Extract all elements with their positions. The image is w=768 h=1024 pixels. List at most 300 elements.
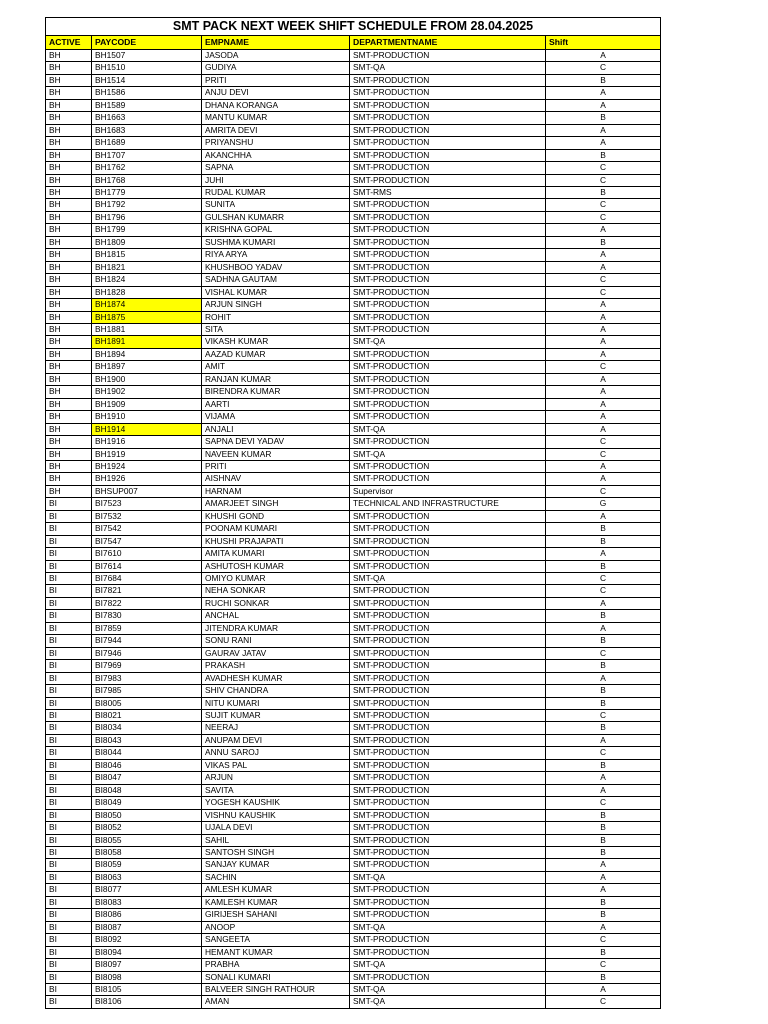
table-row[interactable] xyxy=(46,734,661,746)
shift-cell[interactable]: A xyxy=(546,373,661,385)
department-cell[interactable]: SMT-PRODUCTION xyxy=(350,50,546,62)
department-cell[interactable]: SMT-QA xyxy=(350,62,546,74)
empname-cell[interactable]: JITENDRA KUMAR xyxy=(202,622,350,634)
department-cell[interactable]: SMT-PRODUCTION xyxy=(350,162,546,174)
empname-cell[interactable]: NEHA SONKAR xyxy=(202,585,350,597)
shift-cell[interactable]: B xyxy=(546,909,661,921)
paycode-cell[interactable]: BI8058 xyxy=(92,847,202,859)
table-row[interactable] xyxy=(46,99,661,111)
table-row[interactable] xyxy=(46,610,661,622)
active-cell[interactable]: BI xyxy=(46,921,92,933)
table-row[interactable] xyxy=(46,460,661,472)
table-row[interactable] xyxy=(46,286,661,298)
table-row[interactable] xyxy=(46,398,661,410)
active-cell[interactable]: BI xyxy=(46,884,92,896)
empname-cell[interactable]: VIKAS PAL xyxy=(202,759,350,771)
paycode-cell[interactable]: BI7547 xyxy=(92,535,202,547)
empname-cell[interactable]: ANNU SAROJ xyxy=(202,747,350,759)
department-cell[interactable]: SMT-PRODUCTION xyxy=(350,124,546,136)
paycode-cell[interactable]: BH1897 xyxy=(92,361,202,373)
empname-cell[interactable]: AMAN xyxy=(202,996,350,1008)
empname-cell[interactable]: NEERAJ xyxy=(202,722,350,734)
paycode-cell[interactable]: BI7859 xyxy=(92,622,202,634)
table-row[interactable] xyxy=(46,485,661,497)
table-row[interactable] xyxy=(46,299,661,311)
empname-cell[interactable]: SANJAY KUMAR xyxy=(202,859,350,871)
paycode-cell[interactable]: BH1916 xyxy=(92,436,202,448)
table-row[interactable] xyxy=(46,224,661,236)
paycode-cell[interactable]: BH1824 xyxy=(92,274,202,286)
table-row[interactable] xyxy=(46,498,661,510)
paycode-cell[interactable]: BI8106 xyxy=(92,996,202,1008)
active-cell[interactable]: BI xyxy=(46,498,92,510)
active-cell[interactable]: BI xyxy=(46,896,92,908)
department-cell[interactable]: SMT-PRODUCTION xyxy=(350,99,546,111)
shift-cell[interactable]: A xyxy=(546,261,661,273)
empname-cell[interactable]: SUSHMA KUMARI xyxy=(202,236,350,248)
shift-cell[interactable]: C xyxy=(546,996,661,1008)
department-cell[interactable]: SMT-PRODUCTION xyxy=(350,523,546,535)
active-cell[interactable]: BH xyxy=(46,373,92,385)
department-cell[interactable]: SMT-PRODUCTION xyxy=(350,535,546,547)
active-cell[interactable]: BH xyxy=(46,149,92,161)
department-cell[interactable]: SMT-QA xyxy=(350,996,546,1008)
shift-cell[interactable]: B xyxy=(546,660,661,672)
paycode-cell[interactable]: BI7985 xyxy=(92,685,202,697)
paycode-cell[interactable]: BH1768 xyxy=(92,174,202,186)
table-row[interactable] xyxy=(46,249,661,261)
shift-cell[interactable]: B xyxy=(546,822,661,834)
empname-cell[interactable]: SITA xyxy=(202,323,350,335)
shift-cell[interactable]: C xyxy=(546,274,661,286)
department-cell[interactable]: SMT-PRODUCTION xyxy=(350,299,546,311)
shift-cell[interactable]: A xyxy=(546,871,661,883)
paycode-cell[interactable]: BH1514 xyxy=(92,74,202,86)
shift-cell[interactable]: B xyxy=(546,535,661,547)
paycode-cell[interactable]: BH1809 xyxy=(92,236,202,248)
shift-cell[interactable]: B xyxy=(546,847,661,859)
empname-cell[interactable]: ANOOP xyxy=(202,921,350,933)
table-row[interactable] xyxy=(46,809,661,821)
paycode-cell[interactable]: BH1589 xyxy=(92,99,202,111)
paycode-cell[interactable]: BI7523 xyxy=(92,498,202,510)
department-cell[interactable]: SMT-PRODUCTION xyxy=(350,473,546,485)
department-cell[interactable]: SMT-PRODUCTION xyxy=(350,74,546,86)
paycode-cell[interactable]: BI8049 xyxy=(92,797,202,809)
shift-cell[interactable]: C xyxy=(546,199,661,211)
department-cell[interactable]: SMT-PRODUCTION xyxy=(350,622,546,634)
shift-cell[interactable]: C xyxy=(546,934,661,946)
department-cell[interactable]: SMT-PRODUCTION xyxy=(350,660,546,672)
active-cell[interactable]: BI xyxy=(46,747,92,759)
empname-cell[interactable]: AVADHESH KUMAR xyxy=(202,672,350,684)
shift-cell[interactable]: A xyxy=(546,597,661,609)
empname-cell[interactable]: AARTI xyxy=(202,398,350,410)
shift-cell[interactable]: B xyxy=(546,971,661,983)
table-row[interactable] xyxy=(46,74,661,86)
paycode-cell[interactable]: BI8050 xyxy=(92,809,202,821)
table-row[interactable] xyxy=(46,834,661,846)
table-row[interactable] xyxy=(46,959,661,971)
table-row[interactable] xyxy=(46,112,661,124)
active-cell[interactable]: BI xyxy=(46,983,92,995)
empname-cell[interactable]: SANTOSH SINGH xyxy=(202,847,350,859)
empname-cell[interactable]: ASHUTOSH KUMAR xyxy=(202,560,350,572)
column-header-shift[interactable]: Shift xyxy=(546,36,661,50)
active-cell[interactable]: BI xyxy=(46,548,92,560)
paycode-cell[interactable]: BH1586 xyxy=(92,87,202,99)
shift-cell[interactable]: A xyxy=(546,672,661,684)
table-row[interactable] xyxy=(46,859,661,871)
table-row[interactable] xyxy=(46,822,661,834)
department-cell[interactable]: SMT-PRODUCTION xyxy=(350,137,546,149)
table-row[interactable] xyxy=(46,149,661,161)
active-cell[interactable]: BH xyxy=(46,87,92,99)
empname-cell[interactable]: GAURAV JATAV xyxy=(202,647,350,659)
active-cell[interactable]: BI xyxy=(46,759,92,771)
department-cell[interactable]: SMT-PRODUCTION xyxy=(350,261,546,273)
paycode-cell[interactable]: BI8034 xyxy=(92,722,202,734)
department-cell[interactable]: Supervisor xyxy=(350,485,546,497)
paycode-cell[interactable]: BH1779 xyxy=(92,186,202,198)
column-header-paycode[interactable]: PAYCODE xyxy=(92,36,202,50)
department-cell[interactable]: SMT-PRODUCTION xyxy=(350,149,546,161)
paycode-cell[interactable]: BI8005 xyxy=(92,697,202,709)
department-cell[interactable]: SMT-PRODUCTION xyxy=(350,772,546,784)
paycode-cell[interactable]: BH1914 xyxy=(92,423,202,435)
empname-cell[interactable]: GULSHAN KUMARR xyxy=(202,211,350,223)
department-cell[interactable]: SMT-PRODUCTION xyxy=(350,373,546,385)
department-cell[interactable]: SMT-PRODUCTION xyxy=(350,784,546,796)
paycode-cell[interactable]: BI7944 xyxy=(92,635,202,647)
active-cell[interactable]: BI xyxy=(46,635,92,647)
empname-cell[interactable]: AMIT xyxy=(202,361,350,373)
table-row[interactable] xyxy=(46,87,661,99)
table-row[interactable] xyxy=(46,647,661,659)
paycode-cell[interactable]: BH1663 xyxy=(92,112,202,124)
shift-cell[interactable]: A xyxy=(546,510,661,522)
shift-cell[interactable]: A xyxy=(546,460,661,472)
shift-cell[interactable]: B xyxy=(546,697,661,709)
empname-cell[interactable]: PRAKASH xyxy=(202,660,350,672)
department-cell[interactable]: SMT-PRODUCTION xyxy=(350,909,546,921)
department-cell[interactable]: SMT-PRODUCTION xyxy=(350,971,546,983)
active-cell[interactable]: BH xyxy=(46,274,92,286)
table-row[interactable] xyxy=(46,186,661,198)
table-row[interactable] xyxy=(46,672,661,684)
department-cell[interactable]: SMT-PRODUCTION xyxy=(350,747,546,759)
table-row[interactable] xyxy=(46,548,661,560)
department-cell[interactable]: SMT-PRODUCTION xyxy=(350,847,546,859)
department-cell[interactable]: SMT-PRODUCTION xyxy=(350,859,546,871)
department-cell[interactable]: SMT-PRODUCTION xyxy=(350,759,546,771)
shift-cell[interactable]: A xyxy=(546,734,661,746)
active-cell[interactable]: BH xyxy=(46,249,92,261)
department-cell[interactable]: SMT-PRODUCTION xyxy=(350,884,546,896)
empname-cell[interactable]: PRITI xyxy=(202,460,350,472)
shift-cell[interactable]: B xyxy=(546,149,661,161)
shift-cell[interactable]: C xyxy=(546,174,661,186)
table-row[interactable] xyxy=(46,759,661,771)
active-cell[interactable]: BI xyxy=(46,647,92,659)
shift-cell[interactable]: C xyxy=(546,647,661,659)
table-row[interactable] xyxy=(46,884,661,896)
active-cell[interactable]: BI xyxy=(46,996,92,1008)
department-cell[interactable]: SMT-PRODUCTION xyxy=(350,822,546,834)
paycode-cell[interactable]: BH1707 xyxy=(92,149,202,161)
active-cell[interactable]: BI xyxy=(46,710,92,722)
shift-cell[interactable]: A xyxy=(546,137,661,149)
active-cell[interactable]: BH xyxy=(46,460,92,472)
table-row[interactable] xyxy=(46,311,661,323)
table-row[interactable] xyxy=(46,62,661,74)
empname-cell[interactable]: KHUSHI GOND xyxy=(202,510,350,522)
empname-cell[interactable]: SAVITA xyxy=(202,784,350,796)
paycode-cell[interactable]: BI8086 xyxy=(92,909,202,921)
table-row[interactable] xyxy=(46,921,661,933)
department-cell[interactable]: SMT-PRODUCTION xyxy=(350,460,546,472)
shift-cell[interactable]: B xyxy=(546,685,661,697)
paycode-cell[interactable]: BI8105 xyxy=(92,983,202,995)
column-header-active[interactable]: ACTIVE xyxy=(46,36,92,50)
shift-cell[interactable]: A xyxy=(546,884,661,896)
active-cell[interactable]: BI xyxy=(46,971,92,983)
department-cell[interactable]: SMT-PRODUCTION xyxy=(350,685,546,697)
active-cell[interactable]: BI xyxy=(46,573,92,585)
table-row[interactable] xyxy=(46,660,661,672)
active-cell[interactable]: BH xyxy=(46,386,92,398)
paycode-cell[interactable]: BH1881 xyxy=(92,323,202,335)
paycode-cell[interactable]: BI7946 xyxy=(92,647,202,659)
active-cell[interactable]: BI xyxy=(46,610,92,622)
shift-cell[interactable]: A xyxy=(546,473,661,485)
shift-cell[interactable]: A xyxy=(546,224,661,236)
active-cell[interactable]: BH xyxy=(46,74,92,86)
paycode-cell[interactable]: BH1874 xyxy=(92,299,202,311)
active-cell[interactable]: BI xyxy=(46,697,92,709)
shift-cell[interactable]: C xyxy=(546,162,661,174)
active-cell[interactable]: BH xyxy=(46,398,92,410)
department-cell[interactable]: SMT-PRODUCTION xyxy=(350,199,546,211)
department-cell[interactable]: SMT-PRODUCTION xyxy=(350,610,546,622)
shift-cell[interactable]: A xyxy=(546,921,661,933)
empname-cell[interactable]: ANJU DEVI xyxy=(202,87,350,99)
paycode-cell[interactable]: BI8021 xyxy=(92,710,202,722)
active-cell[interactable]: BI xyxy=(46,834,92,846)
active-cell[interactable]: BH xyxy=(46,336,92,348)
table-row[interactable] xyxy=(46,373,661,385)
empname-cell[interactable]: SHIV CHANDRA xyxy=(202,685,350,697)
active-cell[interactable]: BH xyxy=(46,186,92,198)
active-cell[interactable]: BH xyxy=(46,124,92,136)
paycode-cell[interactable]: BI8097 xyxy=(92,959,202,971)
shift-cell[interactable]: C xyxy=(546,361,661,373)
active-cell[interactable]: BI xyxy=(46,523,92,535)
shift-cell[interactable]: A xyxy=(546,323,661,335)
department-cell[interactable]: SMT-PRODUCTION xyxy=(350,398,546,410)
table-row[interactable] xyxy=(46,847,661,859)
shift-cell[interactable]: A xyxy=(546,423,661,435)
active-cell[interactable]: BI xyxy=(46,822,92,834)
table-row[interactable] xyxy=(46,323,661,335)
active-cell[interactable]: BH xyxy=(46,473,92,485)
paycode-cell[interactable]: BI8044 xyxy=(92,747,202,759)
paycode-cell[interactable]: BI7822 xyxy=(92,597,202,609)
active-cell[interactable]: BI xyxy=(46,672,92,684)
department-cell[interactable]: SMT-QA xyxy=(350,423,546,435)
table-row[interactable] xyxy=(46,336,661,348)
active-cell[interactable]: BH xyxy=(46,174,92,186)
paycode-cell[interactable]: BH1891 xyxy=(92,336,202,348)
active-cell[interactable]: BI xyxy=(46,622,92,634)
department-cell[interactable]: SMT-PRODUCTION xyxy=(350,797,546,809)
active-cell[interactable]: BH xyxy=(46,137,92,149)
active-cell[interactable]: BI xyxy=(46,959,92,971)
department-cell[interactable]: SMT-PRODUCTION xyxy=(350,896,546,908)
shift-cell[interactable]: B xyxy=(546,186,661,198)
paycode-cell[interactable]: BH1900 xyxy=(92,373,202,385)
shift-cell[interactable]: A xyxy=(546,311,661,323)
shift-cell[interactable]: A xyxy=(546,772,661,784)
empname-cell[interactable]: KAMLESH KUMAR xyxy=(202,896,350,908)
active-cell[interactable]: BI xyxy=(46,847,92,859)
shift-cell[interactable]: A xyxy=(546,87,661,99)
shift-cell[interactable]: C xyxy=(546,585,661,597)
paycode-cell[interactable]: BI7542 xyxy=(92,523,202,535)
empname-cell[interactable]: RANJAN KUMAR xyxy=(202,373,350,385)
shift-cell[interactable]: A xyxy=(546,348,661,360)
paycode-cell[interactable]: BI8043 xyxy=(92,734,202,746)
empname-cell[interactable]: ANCHAL xyxy=(202,610,350,622)
active-cell[interactable]: BI xyxy=(46,685,92,697)
department-cell[interactable]: SMT-PRODUCTION xyxy=(350,311,546,323)
empname-cell[interactable]: MANTU KUMAR xyxy=(202,112,350,124)
paycode-cell[interactable]: BH1799 xyxy=(92,224,202,236)
active-cell[interactable]: BI xyxy=(46,535,92,547)
shift-cell[interactable]: C xyxy=(546,62,661,74)
empname-cell[interactable]: GIRIJESH SAHANI xyxy=(202,909,350,921)
shift-cell[interactable]: A xyxy=(546,398,661,410)
active-cell[interactable]: BH xyxy=(46,485,92,497)
department-cell[interactable]: SMT-PRODUCTION xyxy=(350,224,546,236)
table-row[interactable] xyxy=(46,560,661,572)
empname-cell[interactable]: VIJAMA xyxy=(202,411,350,423)
paycode-cell[interactable]: BI8052 xyxy=(92,822,202,834)
empname-cell[interactable]: AMLESH KUMAR xyxy=(202,884,350,896)
active-cell[interactable]: BH xyxy=(46,286,92,298)
department-cell[interactable]: SMT-QA xyxy=(350,336,546,348)
shift-cell[interactable]: B xyxy=(546,635,661,647)
table-row[interactable] xyxy=(46,436,661,448)
active-cell[interactable]: BH xyxy=(46,448,92,460)
department-cell[interactable]: SMT-PRODUCTION xyxy=(350,635,546,647)
empname-cell[interactable]: NITU KUMARI xyxy=(202,697,350,709)
department-cell[interactable]: SMT-PRODUCTION xyxy=(350,597,546,609)
table-row[interactable] xyxy=(46,996,661,1008)
paycode-cell[interactable]: BI8063 xyxy=(92,871,202,883)
table-row[interactable] xyxy=(46,622,661,634)
active-cell[interactable]: BI xyxy=(46,722,92,734)
empname-cell[interactable]: GUDIYA xyxy=(202,62,350,74)
active-cell[interactable]: BI xyxy=(46,597,92,609)
paycode-cell[interactable]: BH1689 xyxy=(92,137,202,149)
shift-cell[interactable]: B xyxy=(546,759,661,771)
active-cell[interactable]: BI xyxy=(46,585,92,597)
empname-cell[interactable]: DHANA KORANGA xyxy=(202,99,350,111)
paycode-cell[interactable]: BH1875 xyxy=(92,311,202,323)
empname-cell[interactable]: PRITI xyxy=(202,74,350,86)
empname-cell[interactable]: SAPNA DEVI YADAV xyxy=(202,436,350,448)
table-row[interactable] xyxy=(46,361,661,373)
table-row[interactable] xyxy=(46,236,661,248)
active-cell[interactable]: BH xyxy=(46,162,92,174)
department-cell[interactable]: SMT-QA xyxy=(350,573,546,585)
empname-cell[interactable]: AMARJEET SINGH xyxy=(202,498,350,510)
table-row[interactable] xyxy=(46,137,661,149)
paycode-cell[interactable]: BH1894 xyxy=(92,348,202,360)
shift-cell[interactable]: A xyxy=(546,859,661,871)
paycode-cell[interactable]: BH1919 xyxy=(92,448,202,460)
department-cell[interactable]: SMT-PRODUCTION xyxy=(350,834,546,846)
shift-cell[interactable]: A xyxy=(546,124,661,136)
department-cell[interactable]: SMT-PRODUCTION xyxy=(350,809,546,821)
table-row[interactable] xyxy=(46,510,661,522)
table-row[interactable] xyxy=(46,685,661,697)
table-row[interactable] xyxy=(46,784,661,796)
department-cell[interactable]: SMT-QA xyxy=(350,448,546,460)
empname-cell[interactable]: AMRITA DEVI xyxy=(202,124,350,136)
table-row[interactable] xyxy=(46,50,661,62)
paycode-cell[interactable]: BI7684 xyxy=(92,573,202,585)
department-cell[interactable]: SMT-PRODUCTION xyxy=(350,672,546,684)
paycode-cell[interactable]: BI7532 xyxy=(92,510,202,522)
table-row[interactable] xyxy=(46,386,661,398)
empname-cell[interactable]: KHUSHI PRAJAPATI xyxy=(202,535,350,547)
table-row[interactable] xyxy=(46,162,661,174)
shift-cell[interactable]: A xyxy=(546,983,661,995)
table-row[interactable] xyxy=(46,423,661,435)
shift-cell[interactable]: A xyxy=(546,336,661,348)
table-row[interactable] xyxy=(46,199,661,211)
table-row[interactable] xyxy=(46,535,661,547)
paycode-cell[interactable]: BH1926 xyxy=(92,473,202,485)
department-cell[interactable]: SMT-PRODUCTION xyxy=(350,236,546,248)
shift-cell[interactable]: A xyxy=(546,548,661,560)
empname-cell[interactable]: HARNAM xyxy=(202,485,350,497)
paycode-cell[interactable]: BI7983 xyxy=(92,672,202,684)
empname-cell[interactable]: AKANCHHA xyxy=(202,149,350,161)
department-cell[interactable]: SMT-PRODUCTION xyxy=(350,548,546,560)
table-row[interactable] xyxy=(46,124,661,136)
paycode-cell[interactable]: BH1510 xyxy=(92,62,202,74)
table-row[interactable] xyxy=(46,697,661,709)
active-cell[interactable]: BH xyxy=(46,323,92,335)
shift-cell[interactable]: C xyxy=(546,211,661,223)
table-row[interactable] xyxy=(46,211,661,223)
department-cell[interactable]: SMT-PRODUCTION xyxy=(350,946,546,958)
table-row[interactable] xyxy=(46,934,661,946)
active-cell[interactable]: BH xyxy=(46,411,92,423)
paycode-cell[interactable]: BI8083 xyxy=(92,896,202,908)
paycode-cell[interactable]: BI8055 xyxy=(92,834,202,846)
empname-cell[interactable]: HEMANT KUMAR xyxy=(202,946,350,958)
shift-cell[interactable]: A xyxy=(546,386,661,398)
department-cell[interactable]: SMT-PRODUCTION xyxy=(350,697,546,709)
table-row[interactable] xyxy=(46,909,661,921)
table-row[interactable] xyxy=(46,772,661,784)
active-cell[interactable]: BH xyxy=(46,50,92,62)
active-cell[interactable]: BH xyxy=(46,236,92,248)
